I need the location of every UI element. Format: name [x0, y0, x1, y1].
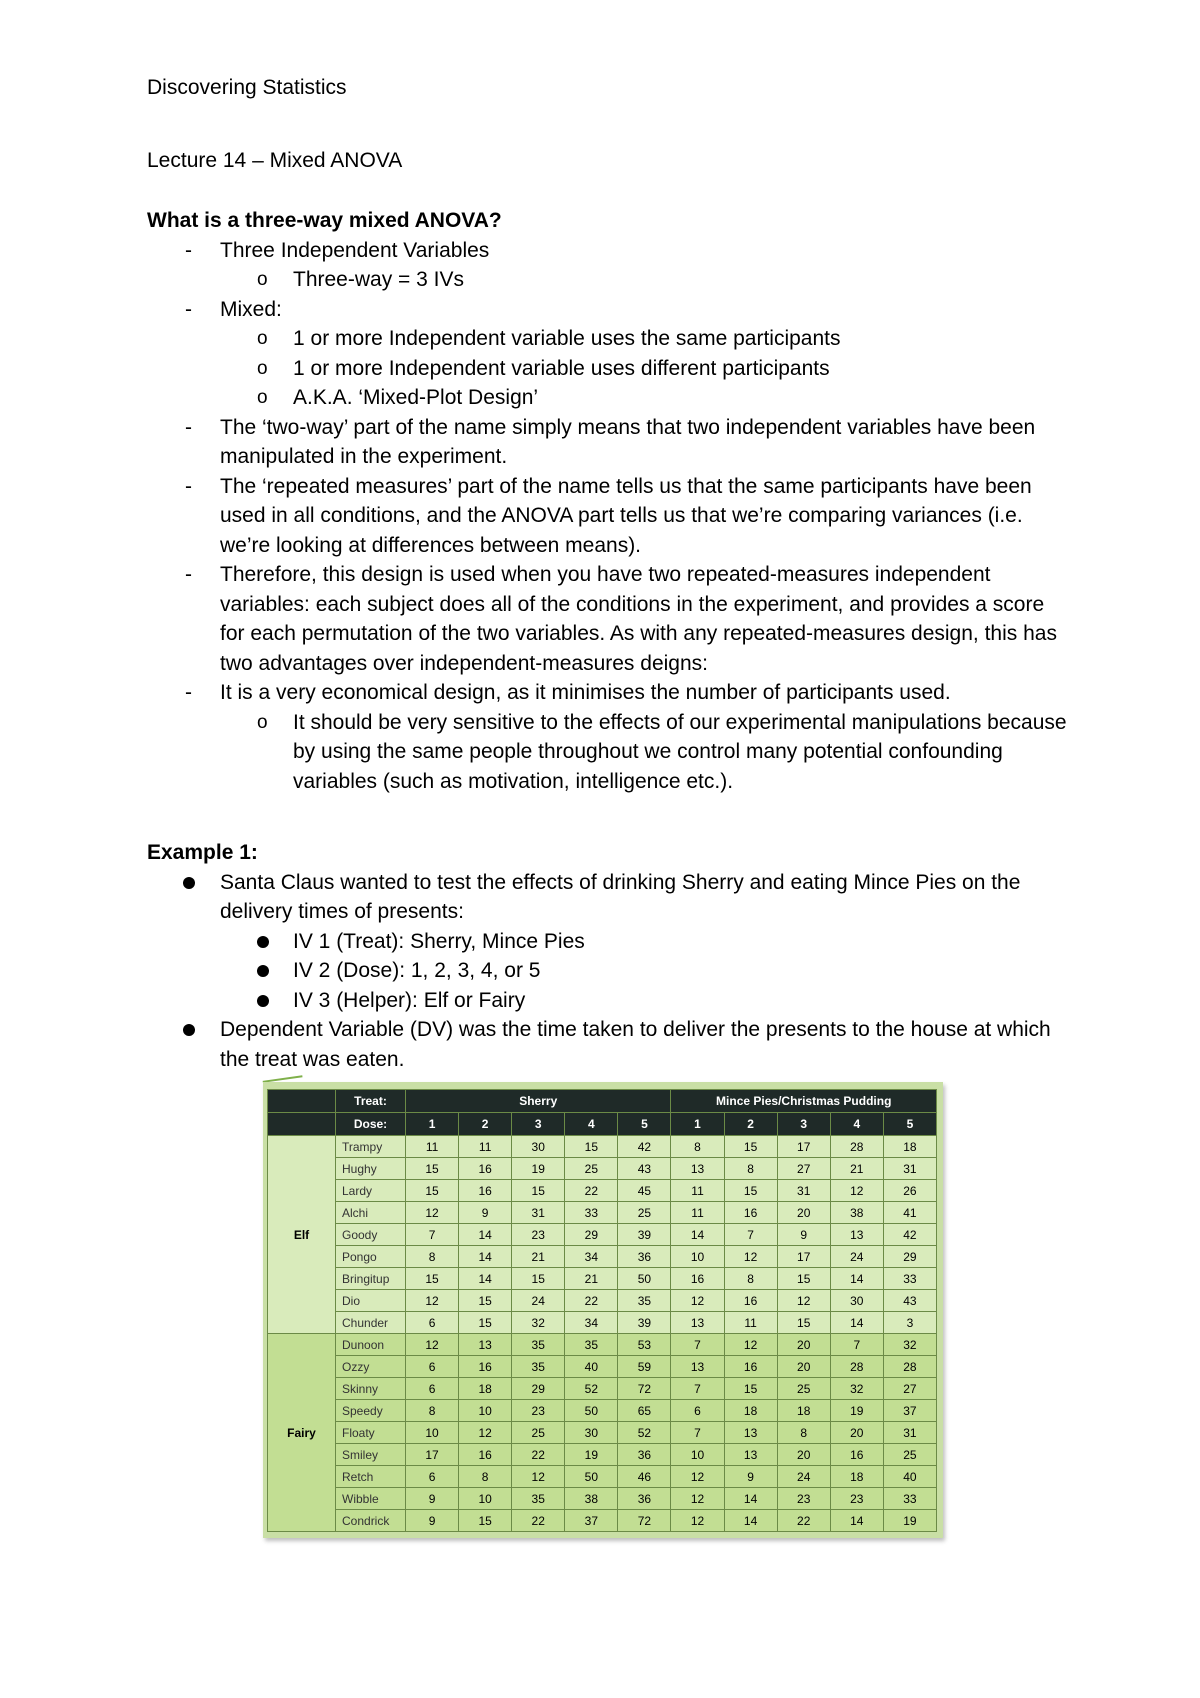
table-cell: 17: [777, 1246, 830, 1268]
table-cell: 8: [406, 1400, 459, 1422]
table-cell: 23: [512, 1400, 565, 1422]
table-cell: 38: [830, 1202, 883, 1224]
table-row: [268, 1444, 937, 1466]
table-cell: 22: [565, 1180, 618, 1202]
table-cell: 29: [883, 1246, 936, 1268]
section-heading: Example 1:: [147, 841, 258, 864]
table-cell: 31: [883, 1422, 936, 1444]
table-cell: 9: [724, 1466, 777, 1488]
table-cell: 20: [777, 1334, 830, 1356]
group-label: Fairy: [268, 1334, 336, 1532]
table-cell: 17: [406, 1444, 459, 1466]
table-cell: 6: [671, 1400, 724, 1422]
table-cell: 12: [459, 1422, 512, 1444]
participant-name: Condrick: [336, 1510, 406, 1532]
participant-name: Bringitup: [336, 1268, 406, 1290]
table-cell: 16: [724, 1356, 777, 1378]
table-cell: 16: [671, 1268, 724, 1290]
table-cell: 12: [671, 1510, 724, 1532]
participant-name: Hughy: [336, 1158, 406, 1180]
table-cell: 12: [406, 1334, 459, 1356]
table-cell: 32: [883, 1334, 936, 1356]
table-cell: 13: [724, 1422, 777, 1444]
dose-header: 3: [512, 1113, 565, 1136]
table-cell: 7: [406, 1224, 459, 1246]
table-cell: 27: [777, 1158, 830, 1180]
table-cell: 24: [830, 1246, 883, 1268]
section-heading: What is a three-way mixed ANOVA?: [147, 209, 502, 232]
table-cell: 28: [830, 1356, 883, 1378]
table-cell: 27: [883, 1378, 936, 1400]
table-cell: 35: [618, 1290, 671, 1312]
table-cell: 13: [671, 1356, 724, 1378]
table-cell: 28: [830, 1136, 883, 1158]
table-cell: 15: [724, 1136, 777, 1158]
table-cell: 13: [671, 1312, 724, 1334]
participant-name: Goody: [336, 1224, 406, 1246]
sub-list-item: o A.K.A. ‘Mixed-Plot Design’: [257, 386, 539, 409]
table-cell: 19: [830, 1400, 883, 1422]
table-cell: 7: [671, 1422, 724, 1444]
table-cell: 6: [406, 1356, 459, 1378]
participant-name: Floaty: [336, 1422, 406, 1444]
table-cell: 10: [459, 1400, 512, 1422]
list-item: Santa Claus wanted to test the effects of drinking Sherry and eating Mince Pies on the delivery times of presents: IV 1 (Treat): Sherry, Mince Pies IV 2 (Dose): 1, 2, 3, 4, or 5 IV 3 (Helper): Elf or Fairy: [147, 868, 1067, 1016]
participant-name: Smiley: [336, 1444, 406, 1466]
table-cell: 65: [618, 1400, 671, 1422]
table-cell: 10: [459, 1488, 512, 1510]
table-cell: 22: [777, 1510, 830, 1532]
table-cell: 25: [777, 1378, 830, 1400]
table-cell: 26: [883, 1180, 936, 1202]
table-cell: 23: [830, 1488, 883, 1510]
table-cell: 19: [565, 1444, 618, 1466]
table-cell: 18: [777, 1400, 830, 1422]
table-cell: 50: [565, 1466, 618, 1488]
table-cell: 50: [565, 1400, 618, 1422]
table-cell: 33: [883, 1268, 936, 1290]
table-cell: 22: [565, 1290, 618, 1312]
table-cell: 16: [459, 1180, 512, 1202]
table-cell: 11: [406, 1136, 459, 1158]
table-row: [268, 1290, 937, 1312]
participant-name: Retch: [336, 1466, 406, 1488]
table-cell: 36: [618, 1488, 671, 1510]
participant-name: Chunder: [336, 1312, 406, 1334]
table-cell: 14: [459, 1268, 512, 1290]
table-row: [268, 1224, 937, 1246]
table-cell: 8: [459, 1466, 512, 1488]
table-cell: 21: [830, 1158, 883, 1180]
participant-name: Alchi: [336, 1202, 406, 1224]
table-cell: 8: [777, 1422, 830, 1444]
table-cell: 22: [512, 1444, 565, 1466]
table-cell: 45: [618, 1180, 671, 1202]
table-cell: 15: [459, 1510, 512, 1532]
table-cell: 14: [724, 1488, 777, 1510]
table-cell: 15: [459, 1290, 512, 1312]
table-cell: 39: [618, 1312, 671, 1334]
table-cell: 40: [883, 1466, 936, 1488]
table-cell: 7: [830, 1334, 883, 1356]
lecture-title: Lecture 14 – Mixed ANOVA: [147, 149, 403, 172]
table-cell: 12: [671, 1290, 724, 1312]
table-cell: 15: [724, 1180, 777, 1202]
table-cell: 37: [883, 1400, 936, 1422]
table-row: [268, 1488, 937, 1510]
dose-header: 4: [565, 1113, 618, 1136]
table-row: [268, 1180, 937, 1202]
table-cell: 15: [406, 1268, 459, 1290]
group-label: Elf: [268, 1136, 336, 1334]
table-cell: 12: [406, 1290, 459, 1312]
table-cell: 15: [512, 1180, 565, 1202]
sub-list-item: o 1 or more Independent variable uses different participants: [257, 356, 830, 380]
table-row: [268, 1356, 937, 1378]
table-cell: 16: [724, 1202, 777, 1224]
table-cell: 32: [512, 1312, 565, 1334]
table-cell: 30: [512, 1136, 565, 1158]
table-cell: 12: [671, 1466, 724, 1488]
table-cell: 23: [512, 1224, 565, 1246]
data-table-image: [263, 1082, 943, 1538]
list-item: - Mixed: o 1 or more Independent variable uses the same participants o 1 or more Independent variable uses different participants o A.K.A. ‘Mixed-Plot Design’: [147, 295, 1067, 413]
table-cell: 13: [459, 1334, 512, 1356]
table-cell: 43: [883, 1290, 936, 1312]
participant-name: Speedy: [336, 1400, 406, 1422]
table-cell: 34: [565, 1246, 618, 1268]
sub-list-item: IV 3 (Helper): Elf or Fairy: [147, 986, 1067, 1016]
table-cell: 12: [724, 1246, 777, 1268]
list-item: Dependent Variable (DV) was the time taken to deliver the presents to the house at which the treat was eaten.: [147, 1015, 1067, 1074]
table-cell: 31: [777, 1180, 830, 1202]
list-item: - The ‘two-way’ part of the name simply means that two independent variables have been manipulated in the experiment.: [185, 415, 1036, 468]
treat-label: Treat:: [336, 1090, 406, 1113]
table-row: [268, 1136, 937, 1158]
table-cell: 10: [671, 1444, 724, 1466]
dose-label: Dose:: [336, 1113, 406, 1136]
table-row: [268, 1422, 937, 1444]
table-cell: 16: [830, 1444, 883, 1466]
table-cell: 53: [618, 1334, 671, 1356]
table-row: [268, 1312, 937, 1334]
table-cell: 21: [512, 1246, 565, 1268]
table-cell: 12: [830, 1180, 883, 1202]
table-cell: 15: [406, 1180, 459, 1202]
table-row: [268, 1378, 937, 1400]
table-cell: 15: [777, 1268, 830, 1290]
table-cell: 30: [565, 1422, 618, 1444]
table-cell: 29: [565, 1224, 618, 1246]
table-row: [268, 1202, 937, 1224]
table-cell: 7: [671, 1334, 724, 1356]
table-cell: 34: [565, 1312, 618, 1334]
list-item: - It is a very economical design, as it minimises the number of participants used. o It should be very sensitive to the effects of our experimental manipulations because by using the same people throughout we control many potential confounding variables (such as motivation, intelligence etc.).: [147, 678, 1067, 796]
table-cell: 18: [724, 1400, 777, 1422]
participant-name: Trampy: [336, 1136, 406, 1158]
table-cell: 20: [777, 1356, 830, 1378]
table-cell: 42: [618, 1136, 671, 1158]
dose-header: 3: [777, 1113, 830, 1136]
participant-name: Pongo: [336, 1246, 406, 1268]
table-cell: 23: [777, 1488, 830, 1510]
table-cell: 8: [671, 1136, 724, 1158]
table-cell: 9: [459, 1202, 512, 1224]
dash-list: [147, 236, 1067, 797]
table-cell: 12: [671, 1488, 724, 1510]
table-cell: 11: [724, 1312, 777, 1334]
table-cell: 12: [724, 1334, 777, 1356]
table-cell: 24: [777, 1466, 830, 1488]
table-cell: 7: [671, 1378, 724, 1400]
section-what-is: [147, 206, 1067, 796]
participant-name: Skinny: [336, 1378, 406, 1400]
table-cell: 40: [565, 1356, 618, 1378]
table-cell: 10: [406, 1422, 459, 1444]
running-header: Discovering Statistics: [147, 76, 347, 99]
table-cell: 24: [512, 1290, 565, 1312]
table-cell: 16: [724, 1290, 777, 1312]
table-cell: 14: [830, 1268, 883, 1290]
table-cell: 18: [883, 1136, 936, 1158]
participant-name: Dunoon: [336, 1334, 406, 1356]
table-cell: 18: [459, 1378, 512, 1400]
table-cell: 41: [883, 1202, 936, 1224]
list-item: - The ‘repeated measures’ part of the name tells us that the same participants have been used in all conditions, and the ANOVA part tells us that we’re comparing variances (i.e. we’re looking at differences between means).: [185, 474, 1032, 557]
table-cell: 20: [777, 1202, 830, 1224]
bullet-list: [147, 868, 1067, 1075]
dose-header: 5: [618, 1113, 671, 1136]
table-cell: 32: [830, 1378, 883, 1400]
sub-list-item: IV 1 (Treat): Sherry, Mince Pies: [147, 927, 1067, 957]
participant-name: Ozzy: [336, 1356, 406, 1378]
sub-list-item: o It should be very sensitive to the effects of our experimental manipulations because by using the same people throughout we control many potential confounding variables (such as motivation, intelligence etc.).: [257, 710, 1067, 793]
table-cell: 9: [777, 1224, 830, 1246]
table-cell: 25: [512, 1422, 565, 1444]
participant-name: Dio: [336, 1290, 406, 1312]
table-row: [268, 1334, 937, 1356]
table-cell: 35: [512, 1488, 565, 1510]
dose-header: 2: [724, 1113, 777, 1136]
table-cell: 13: [671, 1158, 724, 1180]
table-cell: 46: [618, 1466, 671, 1488]
table-cell: 15: [724, 1378, 777, 1400]
table-cell: 20: [830, 1422, 883, 1444]
table-cell: 11: [671, 1180, 724, 1202]
table-cell: 39: [618, 1224, 671, 1246]
table-cell: 42: [883, 1224, 936, 1246]
dose-header: 1: [406, 1113, 459, 1136]
table-cell: 30: [830, 1290, 883, 1312]
table-cell: 35: [565, 1334, 618, 1356]
list-item: - Three Independent Variables o Three-way = 3 IVs: [147, 236, 1067, 295]
table-cell: 16: [459, 1356, 512, 1378]
table-cell: 14: [671, 1224, 724, 1246]
table-cell: 17: [777, 1136, 830, 1158]
table-cell: 15: [777, 1312, 830, 1334]
table-cell: 13: [830, 1224, 883, 1246]
table-cell: 9: [406, 1488, 459, 1510]
table-row: [268, 1268, 937, 1290]
table-row: [268, 1400, 937, 1422]
table-cell: 19: [512, 1158, 565, 1180]
table-row: [268, 1466, 937, 1488]
table-cell: 11: [459, 1136, 512, 1158]
table-cell: 3: [883, 1312, 936, 1334]
table-cell: 31: [883, 1158, 936, 1180]
table-cell: 16: [459, 1158, 512, 1180]
table-cell: 16: [459, 1444, 512, 1466]
table-cell: 33: [565, 1202, 618, 1224]
table-cell: 10: [671, 1246, 724, 1268]
table-cell: 72: [618, 1510, 671, 1532]
table-cell: 29: [512, 1378, 565, 1400]
table-cell: 12: [512, 1466, 565, 1488]
table-cell: 33: [883, 1488, 936, 1510]
table-cell: 14: [724, 1510, 777, 1532]
table-cell: 14: [830, 1510, 883, 1532]
table-cell: 15: [406, 1158, 459, 1180]
participant-name: Wibble: [336, 1488, 406, 1510]
table-cell: 8: [406, 1246, 459, 1268]
table-row: [268, 1246, 937, 1268]
data-table: [267, 1089, 937, 1532]
dose-header: 4: [830, 1113, 883, 1136]
table-row: [268, 1510, 937, 1532]
table-cell: 8: [724, 1268, 777, 1290]
table-cell: 18: [830, 1466, 883, 1488]
table-cell: 35: [512, 1334, 565, 1356]
table-cell: 36: [618, 1444, 671, 1466]
table-cell: 6: [406, 1312, 459, 1334]
table-cell: 31: [512, 1202, 565, 1224]
table-cell: 35: [512, 1356, 565, 1378]
section-example: [147, 838, 1067, 1074]
dose-header: 5: [883, 1113, 936, 1136]
treat-mince-pies: Mince Pies/Christmas Pudding: [671, 1090, 937, 1113]
table-cell: 37: [565, 1510, 618, 1532]
table-cell: 7: [724, 1224, 777, 1246]
table-cell: 22: [512, 1510, 565, 1532]
table-cell: 11: [671, 1202, 724, 1224]
table-row: [268, 1158, 937, 1180]
table-cell: 13: [724, 1444, 777, 1466]
table-cell: 15: [565, 1136, 618, 1158]
list-item: - Therefore, this design is used when you have two repeated-measures independent variables: each subject does all of the conditions in the experiment, and provides a score for each permutation of the two variables. As with any repeated-measures design, this has two advantages over independent-measures deigns:: [185, 563, 1057, 675]
participant-name: Lardy: [336, 1180, 406, 1202]
table-cell: 20: [777, 1444, 830, 1466]
table-cell: 12: [406, 1202, 459, 1224]
table-cell: 36: [618, 1246, 671, 1268]
table-cell: 28: [883, 1356, 936, 1378]
table-cell: 52: [618, 1422, 671, 1444]
table-cell: 6: [406, 1378, 459, 1400]
sub-list-item: o Three-way = 3 IVs: [257, 268, 464, 291]
table-cell: 19: [883, 1510, 936, 1532]
table-cell: 14: [459, 1246, 512, 1268]
treat-sherry: Sherry: [406, 1090, 671, 1113]
table-cell: 25: [565, 1158, 618, 1180]
table-cell: 15: [459, 1312, 512, 1334]
dose-header: 2: [459, 1113, 512, 1136]
dose-header: 1: [671, 1113, 724, 1136]
table-cell: 59: [618, 1356, 671, 1378]
sub-list-item: o 1 or more Independent variable uses the same participants: [257, 327, 841, 350]
table-cell: 52: [565, 1378, 618, 1400]
table-cell: 8: [724, 1158, 777, 1180]
table-cell: 25: [618, 1202, 671, 1224]
table-cell: 25: [883, 1444, 936, 1466]
table-cell: 21: [565, 1268, 618, 1290]
table-cell: 72: [618, 1378, 671, 1400]
table-cell: 9: [406, 1510, 459, 1532]
table-cell: 14: [830, 1312, 883, 1334]
table-cell: 43: [618, 1158, 671, 1180]
table-cell: 50: [618, 1268, 671, 1290]
table-cell: 6: [406, 1466, 459, 1488]
table-cell: 15: [512, 1268, 565, 1290]
sub-list-item: IV 2 (Dose): 1, 2, 3, 4, or 5: [147, 956, 1067, 986]
table-cell: 14: [459, 1224, 512, 1246]
table-cell: 38: [565, 1488, 618, 1510]
table-cell: 12: [777, 1290, 830, 1312]
